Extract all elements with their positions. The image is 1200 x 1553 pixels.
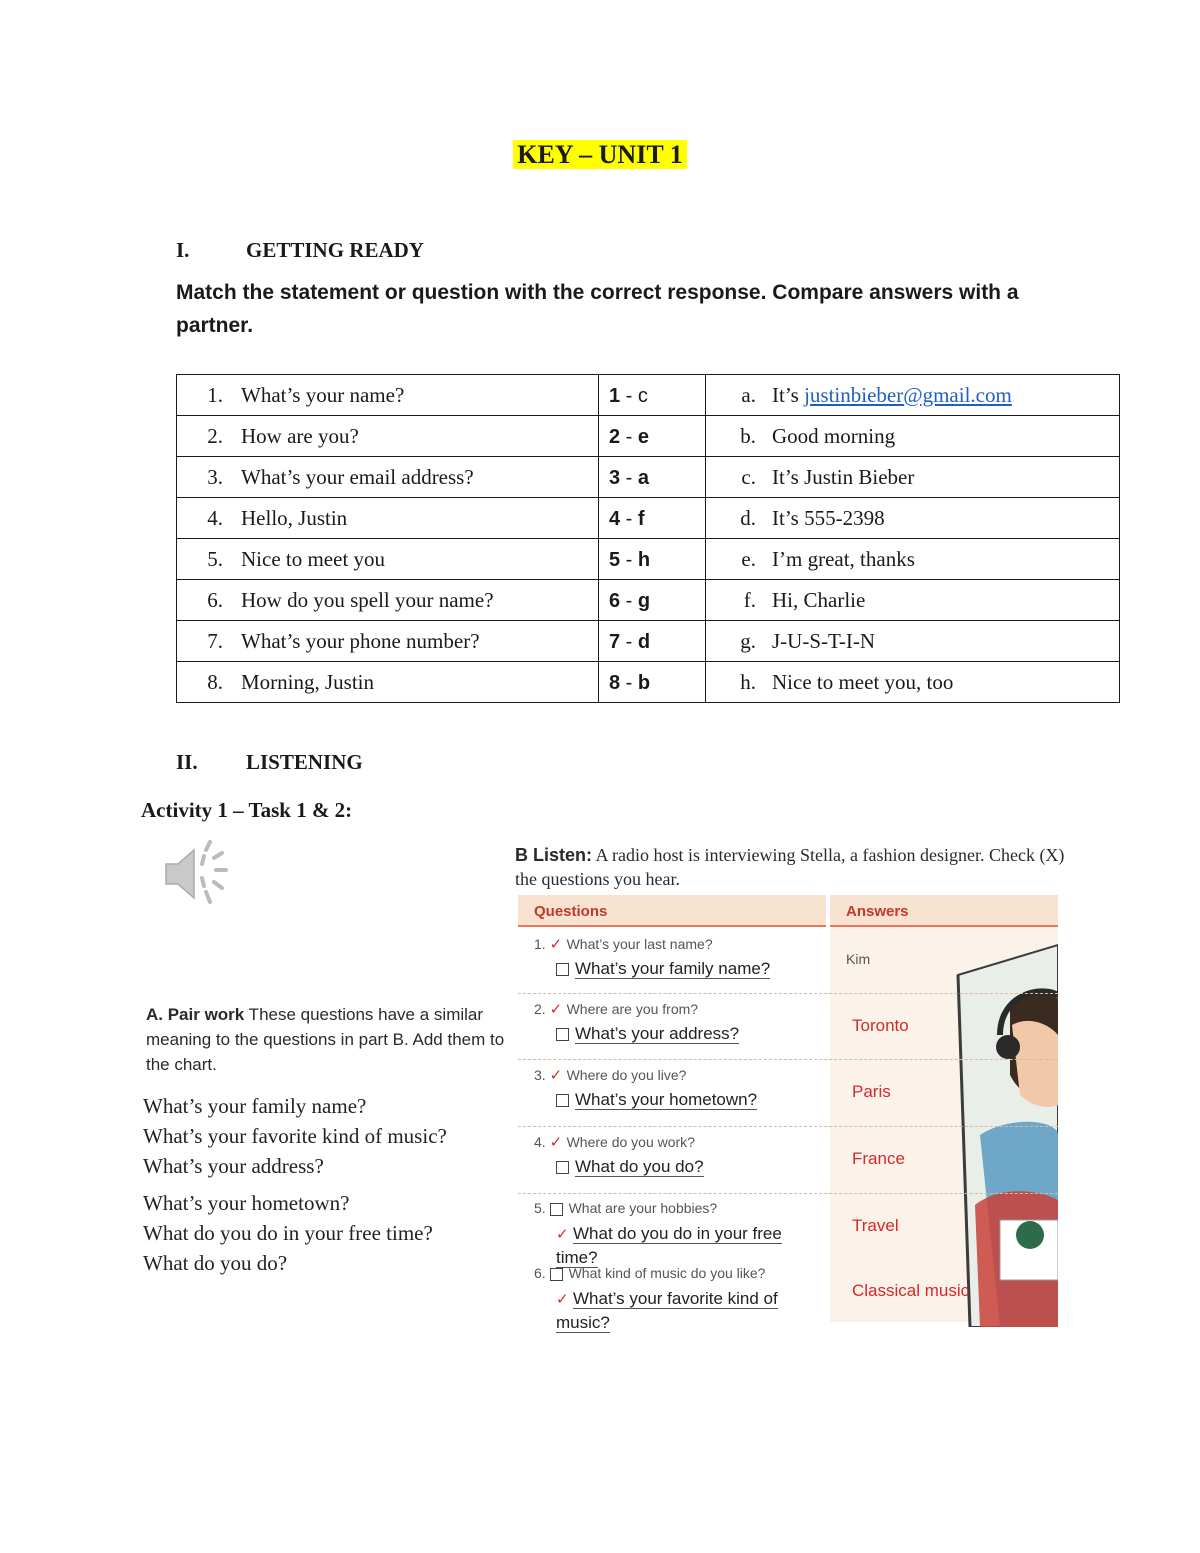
- response-letter: g.: [740, 628, 756, 653]
- question-number: 5.: [207, 546, 223, 571]
- handwritten-question: ✓ What do you do in your free time?: [556, 1224, 782, 1267]
- response-cell: [706, 457, 1120, 498]
- similar-question: What’s your favorite kind of music?: [143, 1124, 447, 1148]
- check-icon[interactable]: ✓: [549, 1067, 563, 1084]
- answer-text: Toronto: [852, 1016, 909, 1035]
- question-cell: [177, 662, 599, 703]
- printed-question: 4. ✓ Where do you work?: [534, 1134, 695, 1151]
- handwritten-question: ✓ What’s your favorite kind of music?: [556, 1289, 778, 1332]
- checkbox-icon[interactable]: [550, 1268, 563, 1281]
- handwritten-question: What’s your address?: [556, 1022, 824, 1045]
- question-number: 2.: [207, 423, 223, 448]
- section-listening: II. LISTENING: [176, 750, 363, 774]
- table-row: [177, 539, 1120, 580]
- question-text: Nice to meet you: [241, 546, 386, 571]
- similar-question: What do you do?: [143, 1251, 288, 1275]
- key-cell: [599, 498, 706, 539]
- question-number: 7.: [207, 628, 223, 653]
- activity-heading: Activity 1 – Task 1 & 2:: [141, 798, 353, 822]
- key-answer: h: [637, 548, 651, 571]
- table-row: [177, 580, 1120, 621]
- answer-text: France: [852, 1149, 905, 1168]
- question-cell: [177, 498, 599, 539]
- key-number: 8: [609, 671, 621, 694]
- response-letter: a.: [741, 382, 756, 407]
- response-text: J-U-S-T-I-N: [772, 628, 876, 653]
- question-number: 4.: [207, 505, 223, 530]
- printed-question: 2. ✓ Where are you from?: [534, 1001, 699, 1018]
- check-icon[interactable]: ✓: [556, 1226, 569, 1243]
- question-number: 8.: [207, 669, 223, 694]
- similar-question: What’s your family name?: [143, 1094, 367, 1118]
- handwritten-question: What’s your family name?: [556, 957, 824, 980]
- check-icon[interactable]: ✓: [549, 936, 563, 953]
- table-row: [177, 662, 1120, 703]
- question-number: 1.: [207, 382, 223, 407]
- key-number: 4: [609, 507, 621, 530]
- handwritten-question: What do you do?: [556, 1155, 824, 1178]
- key-answer: c: [637, 384, 648, 407]
- printed-question: 1. ✓ What’s your last name?: [534, 936, 713, 953]
- printed-question: 3. ✓ Where do you live?: [534, 1067, 687, 1084]
- check-icon[interactable]: ✓: [549, 1001, 563, 1018]
- question-text: Morning, Justin: [241, 669, 375, 694]
- key-separator: -: [620, 507, 638, 530]
- row-divider: [518, 1126, 1058, 1127]
- response-text: I’m great, thanks: [772, 546, 915, 571]
- response-letter: e.: [741, 546, 756, 571]
- question-number: 6.: [207, 587, 223, 612]
- checkbox-icon[interactable]: [556, 1161, 569, 1174]
- response-cell: [706, 539, 1120, 580]
- key-separator: -: [620, 384, 638, 407]
- key-cell: [599, 621, 706, 662]
- answer-text: Kim: [846, 951, 871, 967]
- key-number: 1: [609, 384, 621, 407]
- printed-question: 5. What are your hobbies?: [534, 1200, 718, 1216]
- response-text: Nice to meet you, too: [772, 669, 954, 694]
- similar-question: What’s your address?: [143, 1154, 324, 1178]
- question-cell: [177, 580, 599, 621]
- response-cell: [706, 621, 1120, 662]
- checkbox-icon[interactable]: [556, 963, 569, 976]
- matching-table: [176, 374, 1120, 703]
- key-number: 7: [609, 630, 621, 653]
- question-text: What’s your phone number?: [241, 628, 480, 653]
- answers-header: Answers: [846, 903, 909, 920]
- speaker-icon[interactable]: [160, 838, 240, 910]
- key-separator: -: [620, 671, 638, 694]
- table-row: [177, 621, 1120, 662]
- listen-instructions: B Listen: A radio host is interviewing Stella, a fashion designer. Check (X) the questions you hear.: [515, 845, 1065, 889]
- question-cell: [177, 375, 599, 416]
- response-letter: b.: [740, 423, 756, 448]
- response-letter: h.: [740, 669, 756, 694]
- table-row: [177, 498, 1120, 539]
- page-title: KEY – UNIT 1: [0, 140, 1200, 170]
- row-divider: [518, 1059, 1058, 1060]
- response-text: It’s 555-2398: [772, 505, 885, 530]
- key-cell: [599, 580, 706, 621]
- row-divider: [518, 1193, 1058, 1194]
- row-divider: [518, 993, 1058, 994]
- key-separator: -: [620, 425, 638, 448]
- key-answer: f: [637, 507, 645, 530]
- similar-question: What do you do in your free time?: [143, 1221, 433, 1245]
- response-cell: [706, 498, 1120, 539]
- response-letter: f.: [743, 587, 756, 612]
- key-answer: g: [637, 589, 651, 612]
- key-answer: d: [637, 630, 651, 653]
- response-cell: [706, 662, 1120, 703]
- key-number: 5: [609, 548, 621, 571]
- question-cell: [177, 621, 599, 662]
- similar-question: What’s your hometown?: [143, 1191, 350, 1215]
- response-text: Good morning: [772, 423, 896, 448]
- response-letter: c.: [741, 464, 756, 489]
- key-separator: -: [620, 466, 638, 489]
- key-cell: [599, 457, 706, 498]
- checkbox-icon[interactable]: [556, 1028, 569, 1041]
- response-text: It’s: [772, 382, 805, 407]
- key-number: 2: [609, 425, 621, 448]
- check-icon[interactable]: ✓: [556, 1291, 569, 1308]
- handwritten-question: What’s your hometown?: [556, 1088, 824, 1111]
- key-answer: e: [637, 425, 650, 448]
- question-number: 3.: [207, 464, 223, 489]
- key-separator: -: [620, 548, 638, 571]
- instruction-text: Match the statement or question with the correct response. Compare answers with a partner.: [176, 281, 1019, 337]
- answer-text: Classical music: [852, 1281, 970, 1300]
- question-text: How are you?: [241, 423, 359, 448]
- key-cell: [599, 539, 706, 580]
- question-cell: [177, 457, 599, 498]
- key-number: 6: [609, 589, 621, 612]
- question-text: How do you spell your name?: [241, 587, 494, 612]
- key-cell: [599, 662, 706, 703]
- question-text: What’s your email address?: [241, 464, 474, 489]
- check-icon[interactable]: ✓: [549, 1134, 563, 1151]
- table-row: [177, 416, 1120, 457]
- answer-text: Paris: [852, 1082, 891, 1101]
- key-cell: [599, 375, 706, 416]
- answer-text: Travel: [852, 1216, 899, 1235]
- response-cell: [706, 416, 1120, 457]
- key-separator: -: [620, 630, 638, 653]
- key-answer: b: [637, 671, 651, 694]
- table-row: [177, 375, 1120, 416]
- response-text: It’s Justin Bieber: [772, 464, 915, 489]
- response-cell: [706, 580, 1120, 621]
- checkbox-icon[interactable]: [550, 1203, 563, 1216]
- question-text: What’s your name?: [241, 382, 405, 407]
- key-cell: [599, 416, 706, 457]
- response-text: Hi, Charlie: [772, 587, 866, 612]
- key-number: 3: [609, 466, 621, 489]
- question-cell: [177, 539, 599, 580]
- printed-question: 6. What kind of music do you like?: [534, 1265, 766, 1281]
- pair-work-instructions: A. Pair work These questions have a similar meaning to the questions in part B. Add them to the chart.: [146, 1005, 505, 1074]
- question-cell: [177, 416, 599, 457]
- response-cell: [706, 375, 1120, 416]
- section-getting-ready: I. GETTING READY: [176, 238, 424, 262]
- key-separator: -: [620, 589, 638, 612]
- email-link[interactable]: justinbieber@gmail.com: [804, 382, 1012, 407]
- response-letter: d.: [740, 505, 756, 530]
- checkbox-icon[interactable]: [556, 1094, 569, 1107]
- key-answer: a: [637, 466, 650, 489]
- table-row: [177, 457, 1120, 498]
- question-text: Hello, Justin: [241, 505, 348, 530]
- questions-header: Questions: [534, 903, 608, 920]
